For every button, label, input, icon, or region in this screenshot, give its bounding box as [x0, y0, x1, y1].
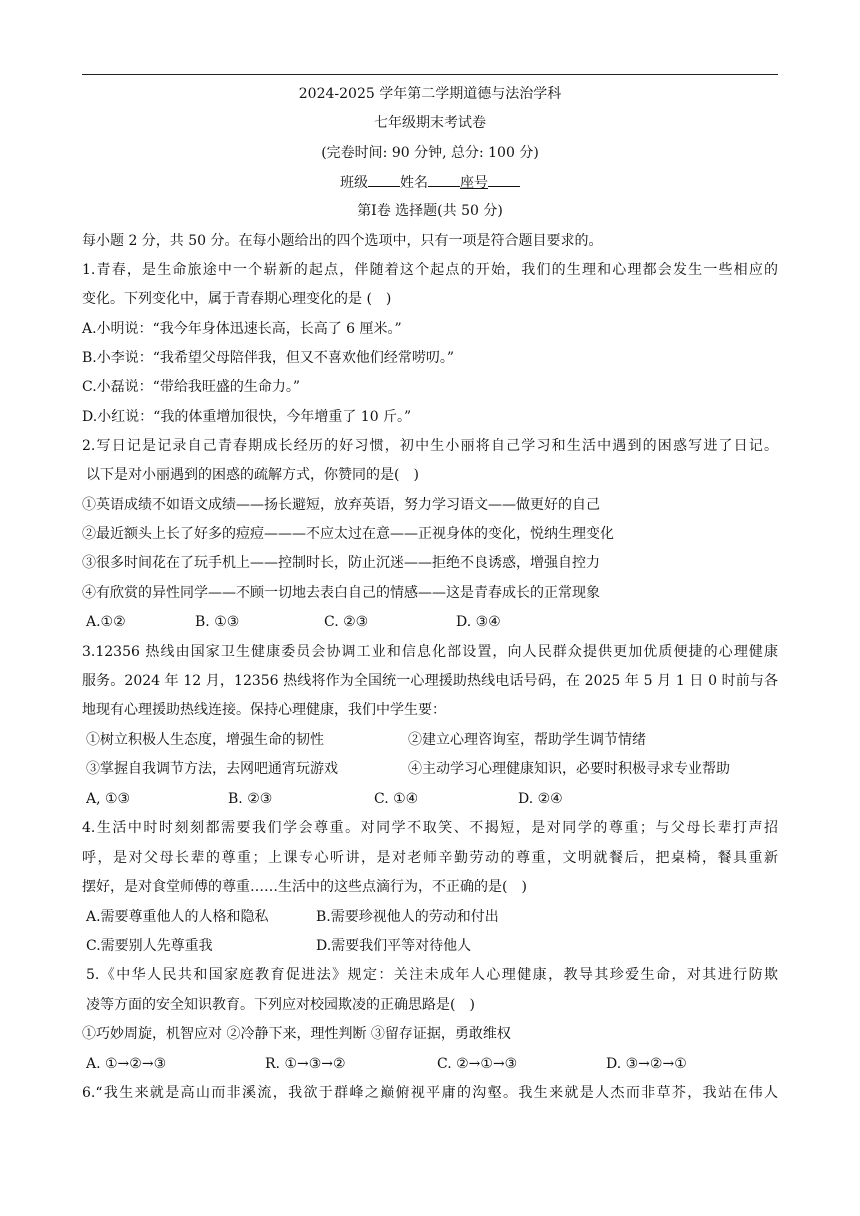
- q4-option-a: A.需要尊重他人的人格和隐私: [86, 909, 269, 925]
- q3-stem-2: 服务。2024 年 12 月，12356 热线将作为全国统一心理援助热线电话号码，在 2025 年 5 月 1 日 0 时前与各: [82, 673, 778, 689]
- seat-blank[interactable]: [488, 172, 520, 187]
- name-blank[interactable]: [428, 172, 460, 187]
- q5-option-c: C. ②→①→③: [437, 1056, 518, 1072]
- student-info-line: [0, 172, 860, 193]
- q5-statements: ①巧妙周旋，机智应对 ②冷静下来，理性判断 ③留存证据，勇敢维权: [82, 1026, 511, 1042]
- q3-statement-4: ④主动学习心理健康知识，必要时积极寻求专业帮助: [408, 761, 730, 777]
- q5-stem-1: 5.《中华人民共和国家庭教育促进法》规定：关注未成年人心理健康，教导其珍爱生命，对其进行防欺: [86, 967, 778, 983]
- q2-option-a: A.①②: [86, 614, 126, 630]
- q5-option-a: A. ①→②→③: [86, 1056, 167, 1072]
- q3-option-b: B. ②③: [228, 791, 273, 807]
- q5-stem-2: 凌等方面的安全知识教育。下列应对校园欺凌的正确思路是( ): [86, 997, 475, 1013]
- q2-option-b: B. ①③: [195, 614, 240, 630]
- exam-time-score: (完卷时间: 90 分钟, 总分: 100 分): [321, 145, 539, 161]
- q5-option-d: D. ③→②→①: [606, 1056, 687, 1072]
- q4-option-b: B.需要珍视他人的劳动和付出: [316, 909, 499, 925]
- q1-option-b: B.小李说：“我希望父母陪伴我，但又不喜欢他们经常唠叨。”: [82, 350, 455, 366]
- seat-label: 座号: [460, 175, 488, 191]
- q4-stem-1: 4.生活中时时刻刻都需要我们学会尊重。对同学不取笑、不揭短，是对同学的尊重；与父母长辈打声招: [82, 820, 778, 836]
- q3-stem-1: 3.12356 热线由国家卫生健康委员会协调工业和信息化部设置，向人民群众提供更加优质便捷的心理健康: [82, 644, 778, 660]
- q4-stem-3: 摆好，是对食堂师傅的尊重……生活中的这些点滴行为，不正确的是( ): [82, 879, 527, 895]
- q3-statement-3: ③掌握自我调节方法，去网吧通宵玩游戏: [86, 761, 338, 777]
- q1-option-d: D.小红说：“我的体重增加很快，今年增重了 10 斤。”: [82, 409, 412, 425]
- part-title: 第Ⅰ卷 选择题(共 50 分): [357, 203, 503, 219]
- q2-option-d: D. ③④: [456, 614, 501, 630]
- q2-stem-1: 2.写日记是记录自己青春期成长经历的好习惯，初中生小丽将自己学习和生活中遇到的困惑写进了日记。: [82, 438, 778, 454]
- q1-stem-1: 1.青春，是生命旅途中一个崭新的起点，伴随着这个起点的开始，我们的生理和心理都会发生一些相应的: [82, 262, 778, 278]
- class-label: 班级: [340, 175, 368, 191]
- header-rule: [82, 74, 778, 75]
- q1-stem-2: 变化。下列变化中，属于青春期心理变化的是 ( ): [82, 291, 392, 307]
- q4-option-c: C.需要别人先尊重我: [86, 938, 213, 954]
- q1-option-c: C.小磊说：“带给我旺盛的生命力。”: [82, 379, 300, 395]
- exam-title: 2024-2025 学年第二学期道德与法治学科: [298, 86, 562, 102]
- q4-stem-2: 呼，是对父母长辈的尊重；上课专心听讲，是对老师辛勤劳动的尊重，文明就餐后，把桌椅，餐具重新: [82, 850, 778, 866]
- class-blank[interactable]: [368, 172, 400, 187]
- instructions: 每小题 2 分，共 50 分。在每小题给出的四个选项中，只有一项是符合题目要求的。: [82, 233, 603, 249]
- q2-option-c: C. ②③: [324, 614, 369, 630]
- q2-statement-4: ④有欣赏的异性同学——不顾一切地去表白自己的情感——这是青春成长的正常现象: [82, 585, 600, 601]
- q3-stem-3: 地现有心理援助热线连接。保持心理健康，我们中学生要：: [82, 702, 446, 718]
- q1-option-a: A.小明说：“我今年身体迅速长高，长高了 6 厘米。”: [82, 321, 402, 337]
- q3-option-a: A, ①③: [86, 791, 131, 807]
- q3-statement-1: ①树立积极人生态度，增强生命的韧性: [86, 732, 324, 748]
- q4-option-d: D.需要我们平等对待他人: [316, 938, 472, 954]
- q2-statement-3: ③很多时间花在了玩手机上——控制时长，防止沉迷——拒绝不良诱惑，增强自控力: [82, 555, 600, 571]
- q2-statement-1: ①英语成绩不如语文成绩——扬长避短，放弃英语，努力学习语文——做更好的自己: [82, 497, 600, 513]
- q3-option-d: D. ②④: [518, 791, 563, 807]
- q2-stem-2: 以下是对小丽遇到的困惑的疏解方式，你赞同的是( ): [86, 467, 419, 483]
- q2-statement-2: ②最近额头上长了好多的痘痘———不应太过在意——正视身体的变化，悦纳生理变化: [82, 526, 614, 542]
- q5-option-b: R. ①→③→②: [265, 1056, 346, 1072]
- name-label: 姓名: [400, 175, 428, 191]
- q3-statement-2: ②建立心理咨询室，帮助学生调节情绪: [408, 732, 646, 748]
- exam-subtitle: 七年级期末考试卷: [374, 115, 486, 131]
- q6-stem-1: 6.“我生来就是高山而非溪流，我欲于群峰之巅俯视平庸的沟壑。我生来就是人杰而非草芥，我站在伟人: [82, 1085, 778, 1101]
- q3-option-c: C. ①④: [374, 791, 419, 807]
